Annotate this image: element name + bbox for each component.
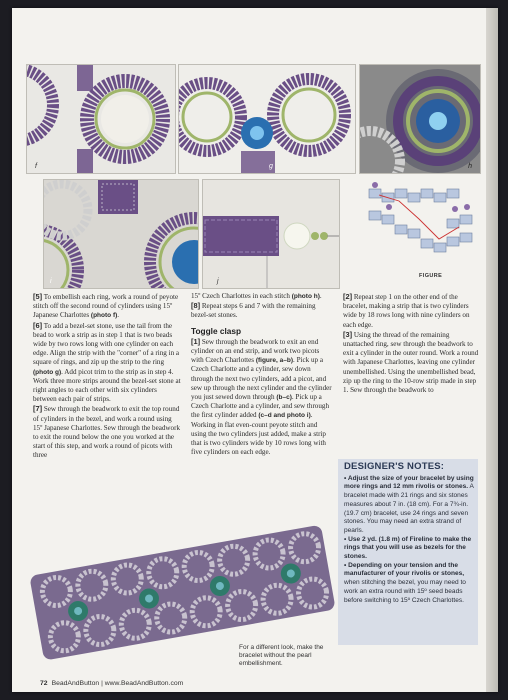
column-1 (33, 292, 181, 461)
photo-h-illustration (360, 65, 480, 173)
clasp-step-2: [2] Repeat step 1 on the other end of the bracelet, making a strip that is two cylinders wide by 18 rows long with nine cylinders on each edge. (343, 292, 470, 329)
photo-f-illustration (27, 65, 175, 173)
photo-h (359, 64, 481, 174)
section-heading-toggle-clasp: Toggle clasp (191, 325, 242, 336)
step-7: [7] Sew through the beadwork to exit the top round of cylinders in the bezel, and work a round using 15º Japanese Charlottes. Sew through the beadwork to exit the round below the one you worked at the start of this step, and work a round of picots with three (33, 404, 180, 460)
step-5: [5] To embellish each ring, work a round of peyote stitch off the second round of cylinders using 15º Japanese Charlottes (photo f). (33, 292, 179, 320)
figure-diagram (359, 179, 479, 273)
photo-label: j (217, 278, 219, 285)
notes-item: • Adjust the size of your bracelet by using more rings and 12 mm rivolis or stones. A bracelet made with 21 rings and six stones measures about 7 in. (18 cm). For a 7¾-in. (19.7 cm) bracelet, use 24 rings and seven stones. You may need an extra strand of pearls. (344, 474, 474, 534)
photo-j (202, 179, 340, 289)
figure-svg (359, 179, 479, 273)
notes-item: • Depending on your tension and the manufacturer of your rivolis or stones, when stitching the bezel, you may need to work an extra round with 15º seed beads before switching to 15º Czech Charlottes. (344, 561, 466, 604)
photo-g-illustration (179, 65, 355, 173)
step-7-continued: 15º Czech Charlottes in each stitch (photo h). (191, 292, 322, 300)
page-number: 72 (40, 680, 48, 687)
page-footer (40, 680, 183, 687)
step-6: [6] To add a bezel-set stone, use the tail from the bead to work a strip as in step 1 that is two beads wide by two rows long with one cylinder on each edge. Align the strip with the "corner" of a ring in a square of rings, and zip up the strip to the ring (photo g). Add picot trim to the strip as in step 4. Work three more strips around the bezel-set stone at right angles to each other with six cylinders between each pair of strips. (33, 320, 181, 404)
notes-item: • Use 2 yd. (1.8 m) of Fireline to make the rings that you will use as bezels for the stones. (344, 535, 472, 561)
photo-f (26, 64, 176, 174)
column-3 (343, 292, 481, 395)
photo-label: h (468, 163, 472, 170)
page-edge (486, 8, 498, 692)
clasp-step-3: [3] Using the thread of the remaining unattached ring, sew through the beadwork to exit a cylinder in the outer round. Work a round with Japanese Charlottes, leaving one cylinder unembellished. Using the unembellished bead, zip up the ring to the 10-row strip made in step 1. Sew through the beadwork to (343, 329, 479, 395)
photo-label: i (50, 278, 52, 285)
photo-g (178, 64, 356, 174)
notes-title: DESIGNER'S NOTES: (344, 461, 445, 472)
bracelet-caption: For a different look, make the bracelet without the pearl embellishment. (239, 644, 324, 668)
photo-label: f (35, 163, 37, 170)
photo-label: g (269, 163, 273, 170)
designers-notes-box (338, 459, 478, 645)
clasp-step-1: [1] Sew through the beadwork to exit an end cylinder on an end strip, and work two picots with Czech Charlottes (figure, a–b). Pick up a Czech Charlotte and a cylinder, sew down through the next two cylinders, add a picot, and sew up through the next cylinder and the cylinder you just sewed down through (b–c). Pick up a Czech Charlotte and a cylinder, and sew through the first cylinder added (c–d and photo i). Working in flat even-count peyote stitch and using the two cylinders just added, make a strip that is two cylinders wide by 10 rows long with five cylinders on each edge. (191, 336, 332, 457)
photo-j-illustration (203, 180, 339, 288)
figure-caption: FIGURE (419, 273, 443, 279)
step-8: [8] Repeat steps 6 and 7 with the remaining bezel-set stones. (191, 301, 316, 320)
photo-i-illustration (44, 180, 198, 288)
photo-i (43, 179, 199, 289)
footer-text: BeadAndButton | www.BeadAndButton.com (51, 680, 184, 687)
magazine-page (12, 8, 498, 692)
column-2 (191, 292, 333, 457)
